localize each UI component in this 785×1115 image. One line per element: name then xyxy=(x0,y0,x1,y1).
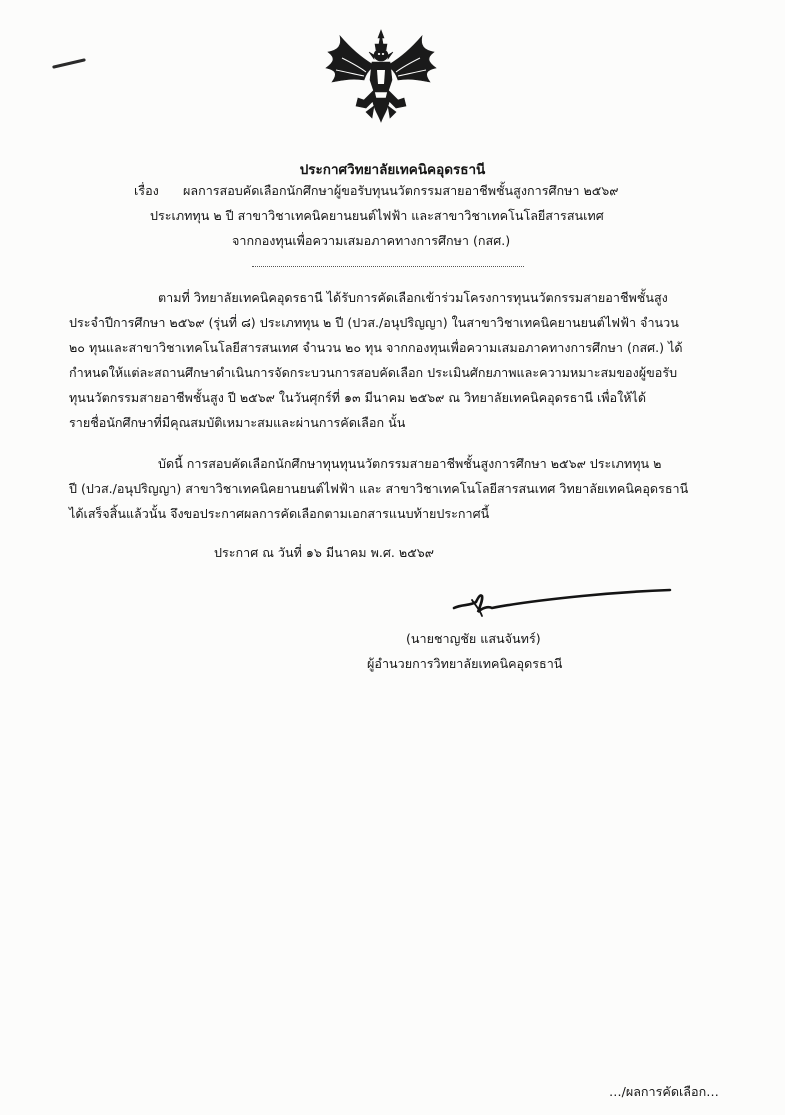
subject-line-3: จากกองทุนเพื่อความเสมอภาคทางการศึกษา (กสศ.) xyxy=(232,233,511,248)
subject-label: เรื่อง xyxy=(134,183,159,198)
paragraph1-line-5: ทุนนวัตกรรมสายอาชีพชั้นสูง ปี ๒๕๖๙ ในวันศุกร์ที่ ๑๓ มีนาคม ๒๕๖๙ ณ วิทยาลัยเทคนิคอุดรธานี เพื่อให้ได้ xyxy=(69,390,647,405)
paragraph1-line-6: รายชื่อนักศึกษาที่มีคุณสมบัติเหมาะสมและผ่านการคัดเลือก นั้น xyxy=(69,415,406,430)
paragraph1-line-4: กำหนดให้แต่ละสถานศึกษาดำเนินการจัดกระบวนการสอบคัดเลือก ประเมินศักยภาพและความหมาะสมของผู้ขอรับ xyxy=(69,365,678,380)
paragraph1-line-2: ประจำปีการศึกษา ๒๕๖๙ (รุ่นที่ ๘) ประเภททุน ๒ ปี (ปวส./อนุปริญญา) ในสาขาวิชาเทคนิคยานยนต์ไฟฟ้า จำนวน xyxy=(69,315,679,330)
continuation-note: …/ผลการคัดเลือก… xyxy=(609,1084,719,1099)
paragraph2-line-3: ได้เสร็จสิ้นแล้วนั้น จึงขอประกาศผลการคัดเลือกตามเอกสารแนบท้ายประกาศนี้ xyxy=(69,506,490,521)
subject-line-1: ผลการสอบคัดเลือกนักศึกษาผู้ขอรับทุนนวัตกรรมสายอาชีพชั้นสูงการศึกษา ๒๕๖๙ xyxy=(183,183,619,198)
paragraph1-line-1: ตามที่ วิทยาลัยเทคนิคอุดรธานี ได้รับการคัดเลือกเข้าร่วมโครงการทุนนวัตกรรมสายอาชีพชั้นสูง xyxy=(158,290,668,305)
announcement-date: ประกาศ ณ วันที่ ๑๖ มีนาคม พ.ศ. ๒๕๖๙ xyxy=(214,545,434,560)
scan-mark xyxy=(52,58,86,69)
signer-position: ผู้อำนวยการวิทยาลัยเทคนิคอุดรธานี xyxy=(367,656,563,671)
garuda-emblem-icon xyxy=(322,28,440,128)
paragraph2-line-1: บัดนี้ การสอบคัดเลือกนักศึกษาทุนทุนนวัตกรรมสายอาชีพชั้นสูงการศึกษา ๒๕๖๙ ประเภททุน ๒ xyxy=(158,456,662,471)
paragraph2-line-2: ปี (ปวส./อนุปริญญา) สาขาวิชาเทคนิคยานยนต์ไฟฟ้า และ สาขาวิชาเทคโนโลยีสารสนเทศ วิทยาลัยเทคนิคอุดรธานี xyxy=(69,481,689,496)
paragraph1-line-3: ๒๐ ทุนและสาขาวิชาเทคโนโลยีสารสนเทศ จำนวน ๒๐ ทุน จากกองทุนเพื่อความเสมอภาคทางการศึกษา (กสศ.) ได้ xyxy=(69,340,683,355)
separator-dotted-line xyxy=(252,266,524,267)
handwritten-signature xyxy=(452,586,672,622)
document-title: ประกาศวิทยาลัยเทคนิคอุดรธานี xyxy=(299,162,486,178)
signer-name: (นายชาญชัย แสนจันทร์) xyxy=(406,631,541,646)
subject-line-2: ประเภททุน ๒ ปี สาขาวิชาเทคนิคยานยนต์ไฟฟ้า และสาขาวิชาเทคโนโลยีสารสนเทศ xyxy=(150,208,604,223)
